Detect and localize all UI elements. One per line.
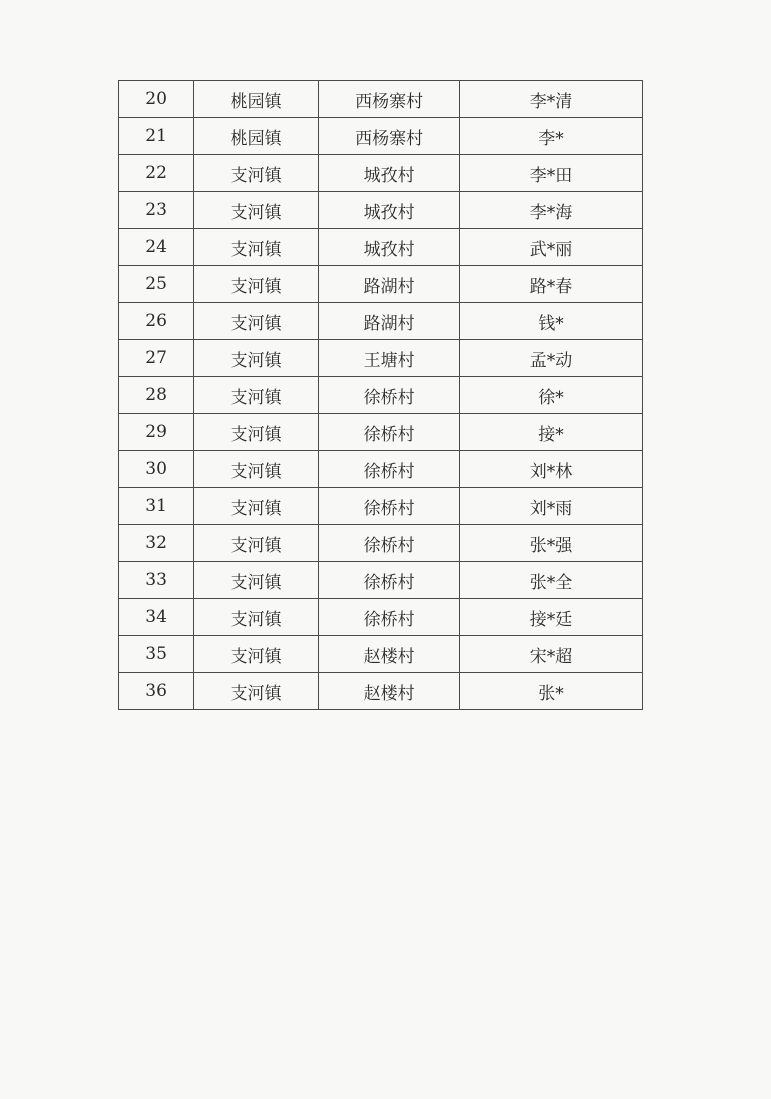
town-cell: 支河镇 xyxy=(194,636,319,673)
town-cell: 支河镇 xyxy=(194,599,319,636)
person-name-cell: 武*丽 xyxy=(460,229,643,266)
town-cell: 支河镇 xyxy=(194,673,319,710)
town-cell: 支河镇 xyxy=(194,562,319,599)
row-number-cell: 24 xyxy=(119,229,194,266)
village-cell: 西杨寨村 xyxy=(319,118,460,155)
table-row xyxy=(119,451,643,488)
person-name-cell: 路*春 xyxy=(460,266,643,303)
person-name-cell: 刘*林 xyxy=(460,451,643,488)
village-cell: 徐桥村 xyxy=(319,525,460,562)
table-row xyxy=(119,229,643,266)
table-row xyxy=(119,525,643,562)
person-name-cell: 接*廷 xyxy=(460,599,643,636)
village-cell: 赵楼村 xyxy=(319,673,460,710)
row-number-cell: 34 xyxy=(119,599,194,636)
table-row xyxy=(119,673,643,710)
row-number-cell: 30 xyxy=(119,451,194,488)
row-number-cell: 33 xyxy=(119,562,194,599)
row-number-cell: 35 xyxy=(119,636,194,673)
person-name-cell: 宋*超 xyxy=(460,636,643,673)
table-row xyxy=(119,340,643,377)
row-number-cell: 26 xyxy=(119,303,194,340)
person-name-cell: 张*强 xyxy=(460,525,643,562)
row-number-cell: 23 xyxy=(119,192,194,229)
person-name-cell: 张* xyxy=(460,673,643,710)
person-name-cell: 接* xyxy=(460,414,643,451)
row-number-cell: 31 xyxy=(119,488,194,525)
village-cell: 城孜村 xyxy=(319,192,460,229)
roster-table xyxy=(118,80,643,710)
village-cell: 城孜村 xyxy=(319,155,460,192)
person-name-cell: 李* xyxy=(460,118,643,155)
row-number-cell: 25 xyxy=(119,266,194,303)
row-number-cell: 32 xyxy=(119,525,194,562)
town-cell: 支河镇 xyxy=(194,451,319,488)
table-row xyxy=(119,81,643,118)
row-number-cell: 27 xyxy=(119,340,194,377)
row-number-cell: 20 xyxy=(119,81,194,118)
row-number-cell: 28 xyxy=(119,377,194,414)
village-cell: 徐桥村 xyxy=(319,488,460,525)
village-cell: 路湖村 xyxy=(319,303,460,340)
table-row xyxy=(119,488,643,525)
person-name-cell: 李*清 xyxy=(460,81,643,118)
town-cell: 支河镇 xyxy=(194,377,319,414)
table-row xyxy=(119,599,643,636)
village-cell: 路湖村 xyxy=(319,266,460,303)
town-cell: 支河镇 xyxy=(194,525,319,562)
table-row xyxy=(119,192,643,229)
town-cell: 支河镇 xyxy=(194,155,319,192)
town-cell: 支河镇 xyxy=(194,414,319,451)
person-name-cell: 孟*动 xyxy=(460,340,643,377)
person-name-cell: 李*海 xyxy=(460,192,643,229)
row-number-cell: 21 xyxy=(119,118,194,155)
town-cell: 支河镇 xyxy=(194,340,319,377)
person-name-cell: 李*田 xyxy=(460,155,643,192)
village-cell: 徐桥村 xyxy=(319,599,460,636)
town-cell: 支河镇 xyxy=(194,266,319,303)
village-cell: 城孜村 xyxy=(319,229,460,266)
person-name-cell: 张*全 xyxy=(460,562,643,599)
village-cell: 西杨寨村 xyxy=(319,81,460,118)
village-cell: 赵楼村 xyxy=(319,636,460,673)
village-cell: 王塘村 xyxy=(319,340,460,377)
table-row xyxy=(119,636,643,673)
roster-table-body xyxy=(119,81,643,710)
village-cell: 徐桥村 xyxy=(319,377,460,414)
person-name-cell: 刘*雨 xyxy=(460,488,643,525)
table-row xyxy=(119,414,643,451)
town-cell: 桃园镇 xyxy=(194,118,319,155)
table-row xyxy=(119,562,643,599)
row-number-cell: 36 xyxy=(119,673,194,710)
table-row xyxy=(119,266,643,303)
row-number-cell: 22 xyxy=(119,155,194,192)
town-cell: 桃园镇 xyxy=(194,81,319,118)
row-number-cell: 29 xyxy=(119,414,194,451)
table-row xyxy=(119,155,643,192)
table-row xyxy=(119,303,643,340)
person-name-cell: 徐* xyxy=(460,377,643,414)
table-row xyxy=(119,118,643,155)
town-cell: 支河镇 xyxy=(194,303,319,340)
village-cell: 徐桥村 xyxy=(319,451,460,488)
village-cell: 徐桥村 xyxy=(319,414,460,451)
table-row xyxy=(119,377,643,414)
village-cell: 徐桥村 xyxy=(319,562,460,599)
town-cell: 支河镇 xyxy=(194,229,319,266)
town-cell: 支河镇 xyxy=(194,488,319,525)
person-name-cell: 钱* xyxy=(460,303,643,340)
town-cell: 支河镇 xyxy=(194,192,319,229)
